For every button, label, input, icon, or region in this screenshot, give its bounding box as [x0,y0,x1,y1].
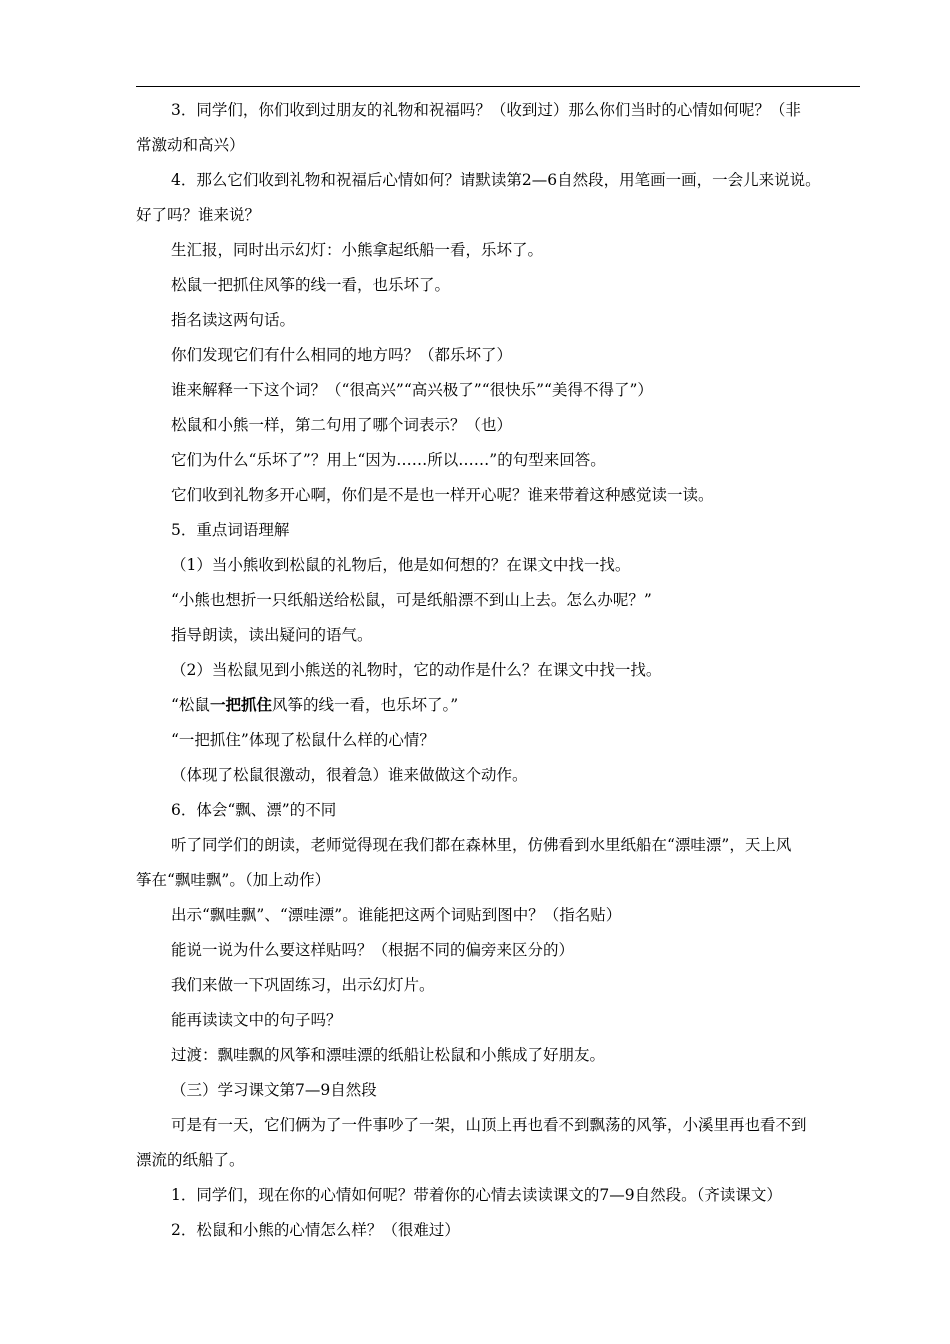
paragraph: 生汇报，同时出示幻灯：小熊拿起纸船一看，乐坏了。 [171,241,544,259]
paragraph: （1）当小熊收到松鼠的礼物后，他是如何想的？在课文中找一找。 [171,556,631,574]
document-body [136,96,860,1251]
paragraph: 松鼠一把抓住风筝的线一看，也乐坏了。 [171,276,451,294]
paragraph: 1．同学们，现在你的心情如何呢？带着你的心情去读读课文的7—9自然段。（齐读课文） [171,1186,782,1204]
paragraph-line-1: 可是有一天，它们俩为了一件事吵了一架，山顶上再也看不到飘荡的风筝，小溪里再也看不到 [171,1116,807,1134]
paragraph: 谁来解释一下这个词？（“很高兴”“高兴极了”“很快乐”“美得不得了”） [171,381,653,399]
paragraph: （体现了松鼠很激动，很着急）谁来做做这个动作。 [171,766,528,784]
quote-post: 风筝的线一看，也乐坏了。” [271,696,459,714]
paragraph-3-line-2: 常激动和高兴） [136,136,245,154]
paragraph: 能再读读文中的句子吗？ [171,1011,342,1029]
paragraph: 它们为什么“乐坏了”？用上“因为……所以……”的句型来回答。 [171,451,606,469]
paragraph: 你们发现它们有什么相同的地方吗？（都乐坏了） [171,346,513,364]
paragraph: 出示“飘哇飘”、“漂哇漂”。谁能把这两个词贴到图中？（指名贴） [171,906,622,924]
paragraph-line-2: 筝在“飘哇飘”。（加上动作） [136,871,331,889]
section-heading: （三）学习课文第7—9自然段 [171,1081,377,1099]
paragraph-line-2: 漂流的纸船了。 [136,1151,245,1169]
quote-paragraph-bold [136,691,860,726]
paragraph: 能说一说为什么要这样贴吗？（根据不同的偏旁来区分的） [171,941,575,959]
quote-paragraph: “小熊也想折一只纸船送给松鼠，可是纸船漂不到山上去。怎么办呢？” [171,591,652,609]
paragraph: 指名读这两句话。 [171,311,296,329]
paragraph-line-1: 听了同学们的朗读，老师觉得现在我们都在森林里，仿佛看到水里纸船在“漂哇漂”，天上风 [171,836,792,854]
paragraph-3-line-1: 3．同学们，你们收到过朋友的礼物和祝福吗？（收到过）那么你们当时的心情如何呢？（非 [171,101,801,119]
bold-phrase: 一把抓住 [209,695,272,714]
paragraph: 指导朗读，读出疑问的语气。 [171,626,373,644]
paragraph: 它们收到礼物多开心啊，你们是不是也一样开心呢？谁来带着这种感觉读一读。 [171,486,714,504]
paragraph: “一把抓住”体现了松鼠什么样的心情？ [171,731,435,749]
section-heading: 5．重点词语理解 [171,521,290,539]
section-heading: 6．体会“飘、漂”的不同 [171,801,337,819]
header-rule [136,86,860,87]
paragraph: 过渡：飘哇飘的风筝和漂哇漂的纸船让松鼠和小熊成了好朋友。 [171,1046,606,1064]
paragraph-4-line-1: 4．那么它们收到礼物和祝福后心情如何？请默读第2—6自然段，用笔画一画，一会儿来说说。 [171,171,821,189]
quote-pre: “松鼠 [171,696,210,714]
paragraph: （2）当松鼠见到小熊送的礼物时，它的动作是什么？在课文中找一找。 [171,661,662,679]
paragraph-4-line-2: 好了吗？谁来说？ [136,206,261,224]
paragraph: 松鼠和小熊一样，第二句用了哪个词表示？（也） [171,416,513,434]
paragraph: 2．松鼠和小熊的心情怎么样？（很难过） [171,1221,460,1239]
paragraph: 我们来做一下巩固练习，出示幻灯片。 [171,976,435,994]
